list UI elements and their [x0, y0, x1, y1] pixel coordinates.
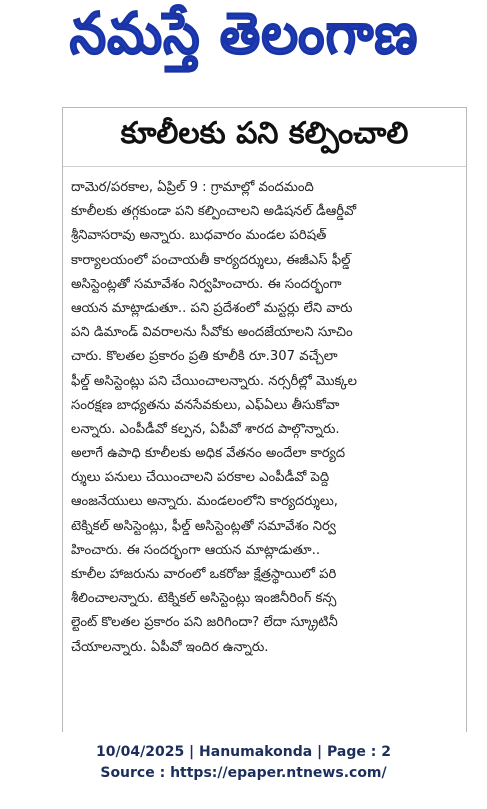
article-line: శ్రీనివాసరావు అన్నారు. బుధవారం మండల పరిషత్ [71, 228, 327, 244]
footer-source: Source : https://epaper.ntnews.com/ [100, 765, 387, 781]
article-line: ఆయన మాట్లాడుతూ.. పని ప్రదేశంలో మస్టర్లు లేని వారు [71, 300, 353, 316]
article-clipping [62, 107, 467, 732]
article-body [71, 176, 459, 660]
article-line: ఆంజనేయులు అన్నారు. మండలంలోని కార్యదర్శులు, [71, 494, 338, 510]
article-line: శీలించాలన్నారు. టెక్నికల్ అసిస్టెంట్లు ఇంజినీరింగ్ కన్స [71, 591, 337, 607]
article-line: లన్నారు. ఎంపీడీవో కల్పన, ఏపీవో శారద పాల్గొన్నారు. [71, 421, 340, 437]
article-line: హించారు. ఈ సందర్భంగా ఆయన మాట్లాడుతూ.. [71, 542, 321, 558]
newspaper-masthead [18, 0, 470, 76]
article-line: ఫీల్డ్ అసిస్టెంట్లు పని చేయించాలన్నారు. నర్సరీల్లో మొక్కల [71, 373, 357, 389]
article-line: చారు. కొలతల ప్రకారం ప్రతి కూలీకి రూ.307 వచ్చేలా [71, 349, 338, 365]
article-line: ల్టెంట్ కొలతల ప్రకారం పని జరిగిందా? లేదా స్క్రూటినీ [71, 615, 338, 631]
article-headline: కూలీలకు పని కల్పించాలి [120, 116, 409, 151]
article-line: ర్శులు పనులు చేయించాలని పరకాల ఎంపీడీవో పెద్ది [71, 470, 330, 486]
footer-info: 10/04/2025 | Hanumakonda | Page : 2 [96, 744, 391, 760]
article-line: దామెర/పరకాల, ఏప్రిల్ 9 : గ్రామాల్లో వందమంది [71, 180, 314, 195]
article-line: చేయాలన్నారు. ఏపీవో ఇందిర ఉన్నారు. [71, 639, 269, 655]
article-line: కూలీలకు తగ్గకుండా పని కల్పించాలని అడిషనల్ డీఆర్డీవో [71, 204, 357, 220]
footer [0, 742, 487, 784]
article-line: పని డిమాండ్ వివరాలను సీవోకు అందజేయాలని సూచిం [71, 325, 353, 341]
article-line: కూలీల హాజరును వారంలో ఒకరోజు క్షేత్రస్థాయిలో పరి [71, 567, 337, 582]
masthead-title: నమస్తే తెలంగాణ [69, 0, 419, 67]
article-line: కార్యాలయంలో పంచాయతీ కార్యదర్శులు, ఈజీఎస్ ఫీల్డ్ [71, 252, 351, 268]
article-line: అసిస్టెంట్లతో సమావేశం నిర్వహించారు. ఈ సందర్భంగా [71, 276, 342, 292]
article-line: టెక్నికల్ అసిస్టెంట్లు, ఫీల్డ్ అసిస్టెంట్లతో సమావేశం నిర్వ [71, 518, 336, 534]
article-line: అలాగే ఉపాధి కూలీలకు అధిక వేతనం అందేలా కార్యద [71, 446, 346, 462]
article-line: సంరక్షణ బాధ్యతను వనసేవకులు, ఎఫ్ఏలు తీసుకోవా [71, 397, 340, 413]
headline-box [63, 108, 466, 167]
